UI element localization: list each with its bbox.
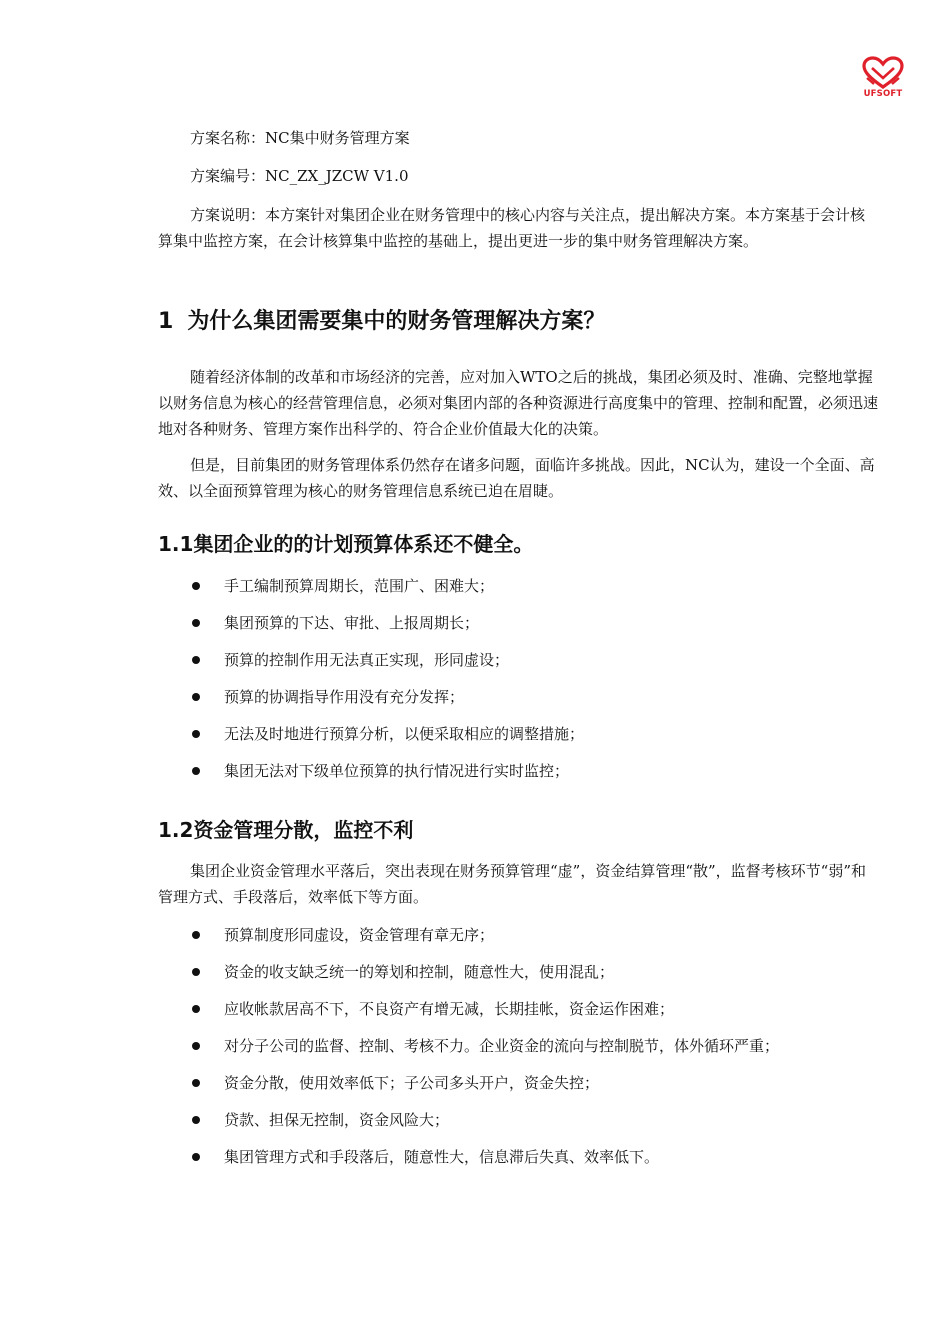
list-item: 集团预算的下达、审批、上报周期长； <box>190 613 584 650</box>
section-number: 1.2 <box>158 818 194 842</box>
bullet-icon <box>192 582 200 590</box>
list-item: 集团无法对下级单位预算的执行情况进行实时监控； <box>190 761 584 798</box>
section-title: 集团企业的的计划预算体系还不健全。 <box>193 532 534 556</box>
section-1-2-heading <box>158 817 413 843</box>
section-1-heading <box>158 308 605 336</box>
list-item: 贷款、担保无控制，资金风险大； <box>190 1110 779 1147</box>
scheme-description: 方案说明：本方案针对集团企业在财务管理中的核心内容与关注点，提出解决方案。本方案基于会计核算集中监控方案，在会计核算集中监控的基础上，提出更进一步的集中财务管理解决方案。 <box>158 206 866 250</box>
section-1-1-heading <box>158 531 533 557</box>
scheme-code: 方案编号：NC_ZX_JZCW V1.0 <box>190 167 409 185</box>
list-item: 资金分散，使用效率低下；子公司多头开户，资金失控； <box>190 1073 779 1110</box>
fund-issues-list <box>190 925 779 1184</box>
list-item: 预算制度形同虚设，资金管理有章无序； <box>190 925 779 962</box>
list-item: 集团管理方式和手段落后，随意性大，信息滞后失真、效率低下。 <box>190 1147 779 1184</box>
bullet-icon <box>192 1005 200 1013</box>
scheme-name: 方案名称：NC集中财务管理方案 <box>190 129 410 147</box>
bullet-icon <box>192 656 200 664</box>
section-1-paragraph-2: 但是，目前集团的财务管理体系仍然存在诸多问题，面临许多挑战。因此，NC认为，建设一个全面、高效、以全面预算管理为核心的财务管理信息系统已迫在眉睫。 <box>158 456 875 500</box>
list-item: 资金的收支缺乏统一的筹划和控制，随意性大，使用混乱； <box>190 962 779 999</box>
heart-logo-icon <box>858 56 908 90</box>
section-number: 1.1 <box>158 532 194 556</box>
section-1-2-paragraph: 集团企业资金管理水平落后，突出表现在财务预算管理“虚”，资金结算管理“散”，监督考核环节“弱”和管理方式、手段落后，效率低下等方面。 <box>158 862 867 906</box>
bullet-icon <box>192 730 200 738</box>
bullet-icon <box>192 693 200 701</box>
list-item: 预算的控制作用无法真正实现，形同虚设； <box>190 650 584 687</box>
list-item: 无法及时地进行预算分析，以便采取相应的调整措施； <box>190 724 584 761</box>
bullet-icon <box>192 1153 200 1161</box>
ufsoft-logo <box>858 56 908 104</box>
bullet-icon <box>192 767 200 775</box>
list-item: 对分子公司的监督、控制、考核不力。企业资金的流向与控制脱节，体外循环严重； <box>190 1036 779 1073</box>
section-number: 1 <box>158 309 174 334</box>
bullet-icon <box>192 1042 200 1050</box>
section-title: 资金管理分散，监控不利 <box>193 818 414 842</box>
section-title: 为什么集团需要集中的财务管理解决方案？ <box>187 309 606 334</box>
bullet-icon <box>192 968 200 976</box>
list-item: 预算的协调指导作用没有充分发挥； <box>190 687 584 724</box>
bullet-icon <box>192 1079 200 1087</box>
budget-issues-list <box>190 576 584 798</box>
bullet-icon <box>192 1116 200 1124</box>
bullet-icon <box>192 931 200 939</box>
bullet-icon <box>192 619 200 627</box>
list-item: 应收帐款居高不下，不良资产有增无减，长期挂帐，资金运作困难； <box>190 999 779 1036</box>
logo-text: UFSOFT <box>863 89 903 99</box>
section-1-paragraph-1: 随着经济体制的改革和市场经济的完善，应对加入WTO之后的挑战，集团必须及时、准确、完整地掌握以财务信息为核心的经营管理信息，必须对集团内部的各种资源进行高度集中的管理、控制和配置，必须迅速地对各种财务、管理方案作出科学的、符合企业价值最大化的决策。 <box>158 368 879 438</box>
list-item: 手工编制预算周期长，范围广、困难大； <box>190 576 584 613</box>
